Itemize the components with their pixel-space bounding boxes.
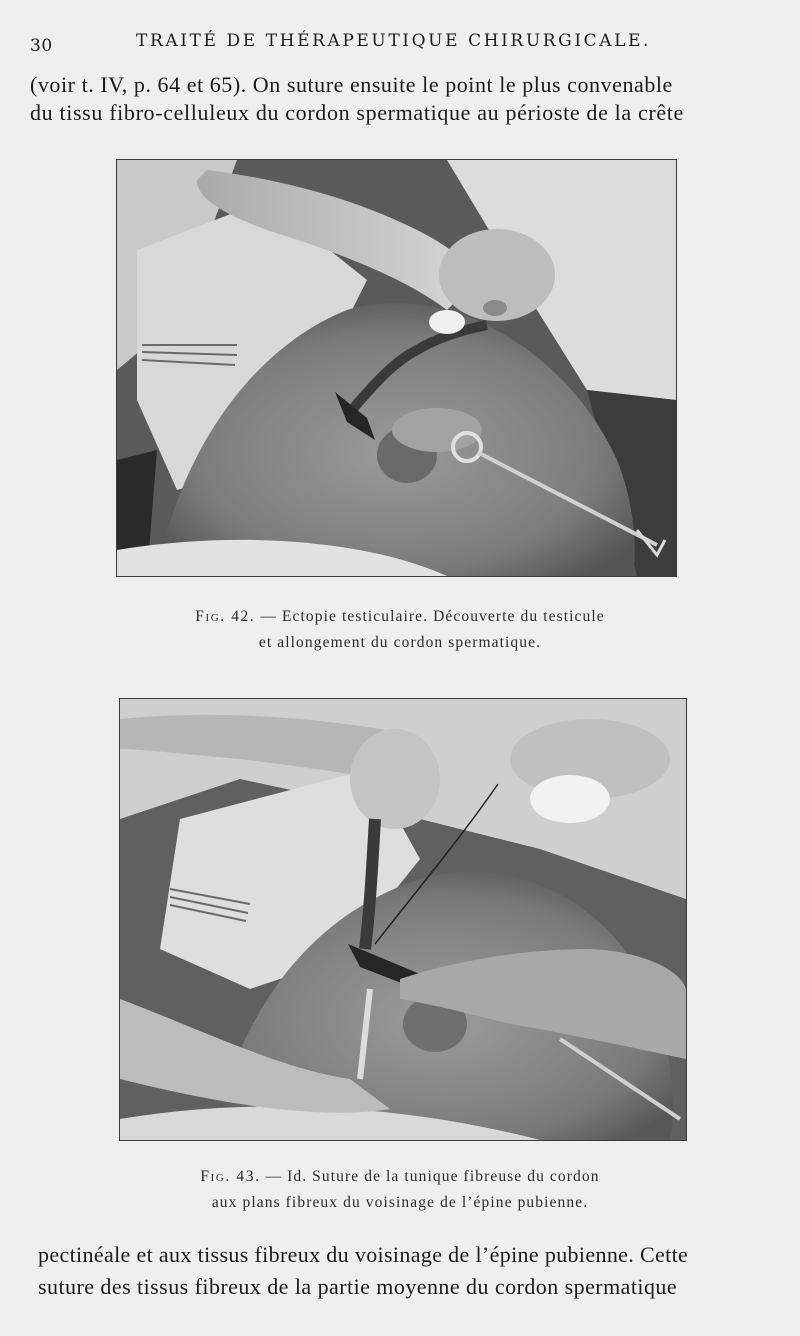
figure-43-label: Fig. 43.	[200, 1168, 261, 1185]
page-number: 30	[30, 36, 53, 56]
running-title: TRAITÉ DE THÉRAPEUTIQUE CHIRURGICALE.	[136, 31, 652, 51]
figure-43-caption-text: — Id. Suture de la tunique fibreuse du cordon	[265, 1168, 600, 1185]
figure-43-photograph	[120, 699, 686, 1140]
figure-42-photograph	[117, 160, 676, 576]
body-text-line: du tissu fibro-celluleux du cordon spermatique au périoste de la crête	[30, 100, 684, 125]
figure-42-caption-line-1	[100, 608, 700, 626]
body-text-line: pectinéale et aux tissus fibreux du voisinage de l’épine pubienne. Cette	[38, 1242, 689, 1267]
figure-43-caption-line-1	[100, 1168, 700, 1186]
figure-42-caption-line-2: et allongement du cordon spermatique.	[258, 634, 542, 651]
body-text-line: suture des tissus fibreux de la partie moyenne du cordon spermatique	[38, 1274, 678, 1299]
figure-42-label: Fig. 42.	[195, 608, 256, 625]
figure-42-caption-text: — Ectopie testiculaire. Découverte du testicule	[260, 608, 605, 625]
figure-43-caption-line-2: aux plans fibreux du voisinage de l’épine pubienne.	[211, 1194, 589, 1211]
surgical-photo-testicle-exposure	[117, 160, 676, 576]
surgical-photo-cord-suture	[120, 699, 686, 1140]
body-text-line: (voir t. IV, p. 64 et 65). On suture ensuite le point le plus convenable	[30, 72, 673, 97]
